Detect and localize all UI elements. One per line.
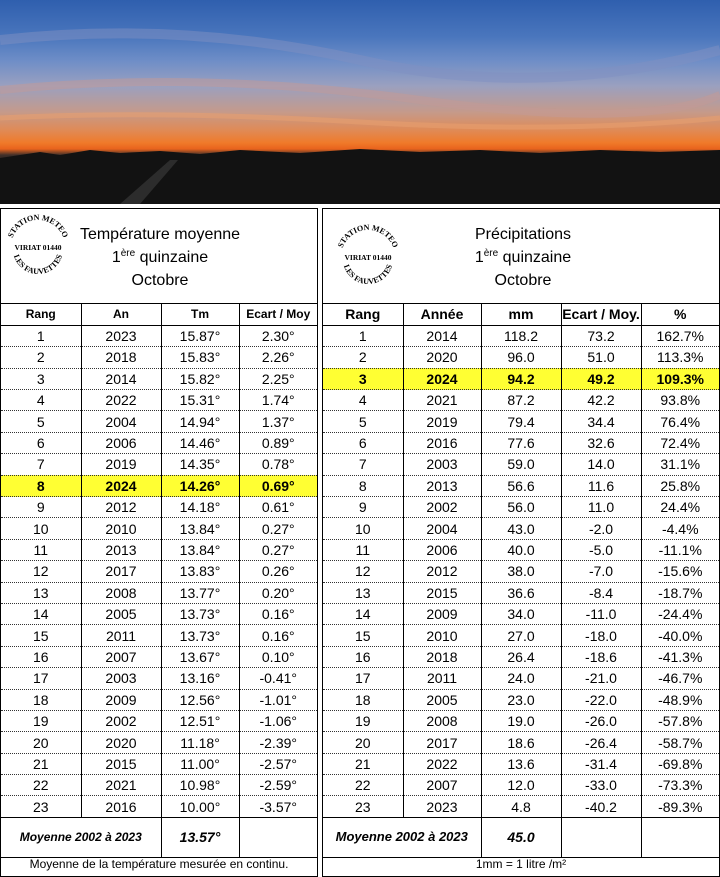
table-cell: 2002 [403,497,481,518]
table-cell: 0.26° [239,561,317,582]
table-cell: 72.4% [641,432,719,453]
table-row [323,668,719,689]
table-row [1,796,317,817]
table-row [323,475,719,496]
table-cell: -21.0 [561,668,641,689]
table-cell: -5.0 [561,539,641,560]
table-cell: 17 [323,668,403,689]
table-cell: 15.83° [161,347,239,368]
table-cell: -41.3% [641,646,719,667]
table-cell: 22 [1,775,81,796]
table-cell: 2.30° [239,325,317,346]
table-cell: 12.0 [481,775,561,796]
table-row [323,497,719,518]
table-cell: 109.3% [641,368,719,389]
table-cell: 4 [1,390,81,411]
table-cell: 2005 [403,689,481,710]
table-cell: 13.67° [161,646,239,667]
average-empty-cell [561,817,641,857]
table-cell: -89.3% [641,796,719,817]
table-row [323,432,719,453]
table-cell: 4 [323,390,403,411]
table-cell: 2017 [81,561,161,582]
table-cell: -4.4% [641,518,719,539]
table-cell: 162.7% [641,325,719,346]
table-cell: -58.7% [641,732,719,753]
table-cell: 4.8 [481,796,561,817]
table-cell: 16 [1,646,81,667]
table-cell: -7.0 [561,561,641,582]
table-cell: 77.6 [481,432,561,453]
svg-text:STATION METEO: STATION METEO [5,213,71,240]
table-cell: 13.84° [161,518,239,539]
table-cell: 13.73° [161,603,239,624]
column-header: Année [403,304,481,325]
svg-text:LES FAUVETTES: LES FAUVETTES [341,263,395,287]
table-cell: 8 [1,475,81,496]
table-cell: 2 [323,347,403,368]
table-cell: 96.0 [481,347,561,368]
table-cell: 13 [1,582,81,603]
table-cell: 2011 [81,625,161,646]
table-cell: 36.6 [481,582,561,603]
average-value: 13.57° [161,817,239,857]
table-row [1,390,317,411]
table-cell: 76.4% [641,411,719,432]
table-cell: -3.57° [239,796,317,817]
table-row [323,411,719,432]
column-header: mm [481,304,561,325]
table-cell: -18.0 [561,625,641,646]
column-header: Ecart / Moy. [561,304,641,325]
table-cell: 15 [1,625,81,646]
table-cell: 2013 [81,539,161,560]
table-cell: 17 [1,668,81,689]
table-cell: 1 [323,325,403,346]
table-cell: 12 [1,561,81,582]
table-cell: 12.56° [161,689,239,710]
table-cell: 13.73° [161,625,239,646]
table-cell: 11.18° [161,732,239,753]
table-row [1,646,317,667]
table-cell: 56.6 [481,475,561,496]
table-cell: 2010 [81,518,161,539]
table-cell: 2022 [403,753,481,774]
table-cell: 49.2 [561,368,641,389]
table-cell: -1.01° [239,689,317,710]
table-row [1,775,317,796]
table-row [1,561,317,582]
table-cell: 2015 [403,582,481,603]
precipitation-title: Précipitations [474,226,572,243]
table-cell: 31.1% [641,454,719,475]
table-cell: 20 [1,732,81,753]
precipitation-month: Octobre [494,272,552,289]
column-header: Rang [1,304,81,325]
table-cell: 1.74° [239,390,317,411]
table-cell: 11.6 [561,475,641,496]
table-cell: 2009 [403,603,481,624]
table-cell: 6 [1,432,81,453]
table-cell: -0.41° [239,668,317,689]
table-cell: 13.16° [161,668,239,689]
table-cell: 5 [1,411,81,432]
table-cell: 2007 [81,646,161,667]
table-cell: 15 [323,625,403,646]
table-cell: 22 [323,775,403,796]
table-cell: 23 [1,796,81,817]
table-cell: -15.6% [641,561,719,582]
table-cell: 10.00° [161,796,239,817]
table-cell: 10 [323,518,403,539]
table-row [323,325,719,346]
table-row [323,561,719,582]
table-cell: 0.16° [239,625,317,646]
table-cell: 118.2 [481,325,561,346]
table-cell: 2021 [81,775,161,796]
table-cell: 2002 [81,710,161,731]
table-cell: 14.35° [161,454,239,475]
temperature-period: 1ère quinzaine [111,248,209,266]
table-cell: 9 [1,497,81,518]
table-cell: 2010 [403,625,481,646]
table-header-row [323,304,719,325]
column-header: % [641,304,719,325]
table-cell: 2009 [81,689,161,710]
table-cell: 0.20° [239,582,317,603]
svg-text:VIRIAT 01440: VIRIAT 01440 [14,243,62,252]
table-cell: 13.77° [161,582,239,603]
table-row [1,732,317,753]
table-cell: 94.2 [481,368,561,389]
table-cell: 56.0 [481,497,561,518]
header-sunset-photo [0,0,720,204]
table-cell: 3 [323,368,403,389]
average-label: Moyenne 2002 à 2023 [323,817,481,857]
table-row [323,710,719,731]
table-cell: 2023 [81,325,161,346]
table-cell: 6 [323,432,403,453]
temperature-footnote: Moyenne de la température mesurée en continu. [29,857,289,871]
table-cell: 15.82° [161,368,239,389]
table-cell: 2011 [403,668,481,689]
table-cell: 59.0 [481,454,561,475]
table-cell: 14.94° [161,411,239,432]
table-cell: 73.2 [561,325,641,346]
table-cell: 14.0 [561,454,641,475]
precipitation-period: 1ère quinzaine [474,248,572,266]
table-cell: 32.6 [561,432,641,453]
table-row [323,539,719,560]
table-cell: 13.6 [481,753,561,774]
table-cell: -2.0 [561,518,641,539]
table-cell: 2008 [81,582,161,603]
table-row [1,603,317,624]
weather-station-stamp-logo [333,223,403,289]
table-row [323,732,719,753]
sunset-landscape-illustration [0,0,720,204]
table-cell: 13.84° [161,539,239,560]
table-cell: 0.16° [239,603,317,624]
table-cell: 2 [1,347,81,368]
table-cell: -46.7% [641,668,719,689]
table-cell: 24.0 [481,668,561,689]
table-cell: 1.37° [239,411,317,432]
table-cell: 2022 [81,390,161,411]
table-cell: 12.51° [161,710,239,731]
table-cell: 87.2 [481,390,561,411]
table-cell: 19 [1,710,81,731]
column-header: Ecart / Moy [239,304,317,325]
table-cell: 5 [323,411,403,432]
table-cell: -11.0 [561,603,641,624]
table-cell: 0.27° [239,539,317,560]
table-cell: 2015 [81,753,161,774]
table-cell: 2021 [403,390,481,411]
table-cell: 26.4 [481,646,561,667]
table-cell: -18.6 [561,646,641,667]
table-row [323,454,719,475]
column-header: Rang [323,304,403,325]
table-cell: 11 [323,539,403,560]
table-cell: -40.0% [641,625,719,646]
table-row [323,518,719,539]
table-cell: 24.4% [641,497,719,518]
table-cell: 11 [1,539,81,560]
table-cell: -73.3% [641,775,719,796]
table-cell: 2003 [81,668,161,689]
table-cell: 38.0 [481,561,561,582]
table-cell: -11.1% [641,539,719,560]
precipitation-header [323,209,719,304]
table-cell: 8 [323,475,403,496]
table-cell: 14 [323,603,403,624]
table-cell: 0.89° [239,432,317,453]
table-cell: 34.4 [561,411,641,432]
table-cell: -26.4 [561,732,641,753]
table-cell: 2007 [403,775,481,796]
table-cell: 20 [323,732,403,753]
precipitation-footnote: 1mm = 1 litre /m² [475,857,567,871]
table-cell: 14 [1,603,81,624]
table-cell: 23.0 [481,689,561,710]
table-cell: 2012 [81,497,161,518]
table-cell: 2.26° [239,347,317,368]
table-cell: 0.10° [239,646,317,667]
table-cell: 43.0 [481,518,561,539]
average-value: 45.0 [481,817,561,857]
table-row [1,325,317,346]
table-cell: 21 [1,753,81,774]
table-cell: 2020 [403,347,481,368]
table-cell: 79.4 [481,411,561,432]
table-cell: 3 [1,368,81,389]
temperature-panel [0,208,318,877]
table-header-row [1,304,317,325]
table-cell: 2024 [81,475,161,496]
table-cell: 21 [323,753,403,774]
table-cell: 0.27° [239,518,317,539]
table-cell: 13.83° [161,561,239,582]
table-row [1,518,317,539]
table-cell: 2013 [403,475,481,496]
table-cell: 93.8% [641,390,719,411]
table-cell: 7 [323,454,403,475]
table-row [1,753,317,774]
table-cell: 0.78° [239,454,317,475]
column-header: An [81,304,161,325]
temperature-header [1,209,317,304]
table-row [1,689,317,710]
table-cell: 2016 [403,432,481,453]
table-cell: 2023 [403,796,481,817]
table-cell: 0.61° [239,497,317,518]
average-label: Moyenne 2002 à 2023 [1,817,161,857]
table-row [323,625,719,646]
table-cell: 2017 [403,732,481,753]
table-cell: 40.0 [481,539,561,560]
table-cell: -31.4 [561,753,641,774]
table-cell: -8.4 [561,582,641,603]
table-cell: 23 [323,796,403,817]
table-cell: 13 [323,582,403,603]
table-cell: 2014 [403,325,481,346]
table-cell: 25.8% [641,475,719,496]
table-cell: 2005 [81,603,161,624]
table-row [323,646,719,667]
temperature-month: Octobre [131,272,189,289]
table-row [1,347,317,368]
table-cell: 9 [323,497,403,518]
table-cell: 113.3% [641,347,719,368]
average-row [323,817,719,857]
table-row [323,582,719,603]
table-cell: -57.8% [641,710,719,731]
table-cell: 27.0 [481,625,561,646]
table-cell: 7 [1,454,81,475]
svg-text:VIRIAT 01440: VIRIAT 01440 [344,253,392,262]
table-cell: 1 [1,325,81,346]
table-row [323,689,719,710]
table-cell: 2006 [403,539,481,560]
table-cell: 2003 [403,454,481,475]
table-row [323,603,719,624]
table-cell: 14.18° [161,497,239,518]
table-cell: -33.0 [561,775,641,796]
table-cell: 2018 [81,347,161,368]
table-cell: 2004 [403,518,481,539]
table-cell: 10 [1,518,81,539]
svg-text:LES FAUVETTES: LES FAUVETTES [11,253,65,277]
table-cell: 2004 [81,411,161,432]
table-cell: 18.6 [481,732,561,753]
table-cell: 51.0 [561,347,641,368]
table-row [1,668,317,689]
average-empty-cell [641,817,719,857]
table-cell: -1.06° [239,710,317,731]
table-cell: 18 [1,689,81,710]
table-row [1,368,317,389]
table-cell: 2008 [403,710,481,731]
table-cell: 2016 [81,796,161,817]
column-header: Tm [161,304,239,325]
table-cell: 15.87° [161,325,239,346]
table-cell: 2012 [403,561,481,582]
table-cell: -22.0 [561,689,641,710]
table-row [1,710,317,731]
table-cell: -2.39° [239,732,317,753]
table-row [323,368,719,389]
table-cell: 11.00° [161,753,239,774]
table-cell: -40.2 [561,796,641,817]
table-cell: 2020 [81,732,161,753]
table-row [323,796,719,817]
table-cell: -48.9% [641,689,719,710]
table-row [323,347,719,368]
table-row [1,539,317,560]
table-cell: -26.0 [561,710,641,731]
table-cell: 14.26° [161,475,239,496]
table-row [1,497,317,518]
table-row [1,582,317,603]
table-cell: 14.46° [161,432,239,453]
table-cell: 2.25° [239,368,317,389]
table-cell: -2.57° [239,753,317,774]
precipitation-ranking-table [323,304,719,858]
temperature-ranking-table [1,304,317,858]
table-row [1,475,317,496]
table-cell: 11.0 [561,497,641,518]
table-cell: 15.31° [161,390,239,411]
table-cell: 2006 [81,432,161,453]
average-empty-cell [239,817,317,857]
table-row [1,411,317,432]
precipitation-panel [322,208,720,877]
table-row [323,775,719,796]
table-cell: 16 [323,646,403,667]
table-row [323,753,719,774]
table-cell: 2024 [403,368,481,389]
table-cell: 12 [323,561,403,582]
table-cell: 0.69° [239,475,317,496]
svg-text:STATION METEO: STATION METEO [335,223,401,250]
table-cell: 2019 [403,411,481,432]
table-cell: -18.7% [641,582,719,603]
table-cell: 42.2 [561,390,641,411]
table-row [1,432,317,453]
table-cell: -2.59° [239,775,317,796]
table-cell: 2014 [81,368,161,389]
table-row [323,390,719,411]
table-cell: -69.8% [641,753,719,774]
table-cell: 19 [323,710,403,731]
table-row [1,625,317,646]
table-cell: -24.4% [641,603,719,624]
table-row [1,454,317,475]
table-cell: 2019 [81,454,161,475]
table-cell: 2018 [403,646,481,667]
table-cell: 18 [323,689,403,710]
temperature-title: Température moyenne [79,226,241,243]
table-cell: 10.98° [161,775,239,796]
weather-station-stamp-logo [3,213,73,279]
table-cell: 19.0 [481,710,561,731]
table-cell: 34.0 [481,603,561,624]
average-row [1,817,317,857]
